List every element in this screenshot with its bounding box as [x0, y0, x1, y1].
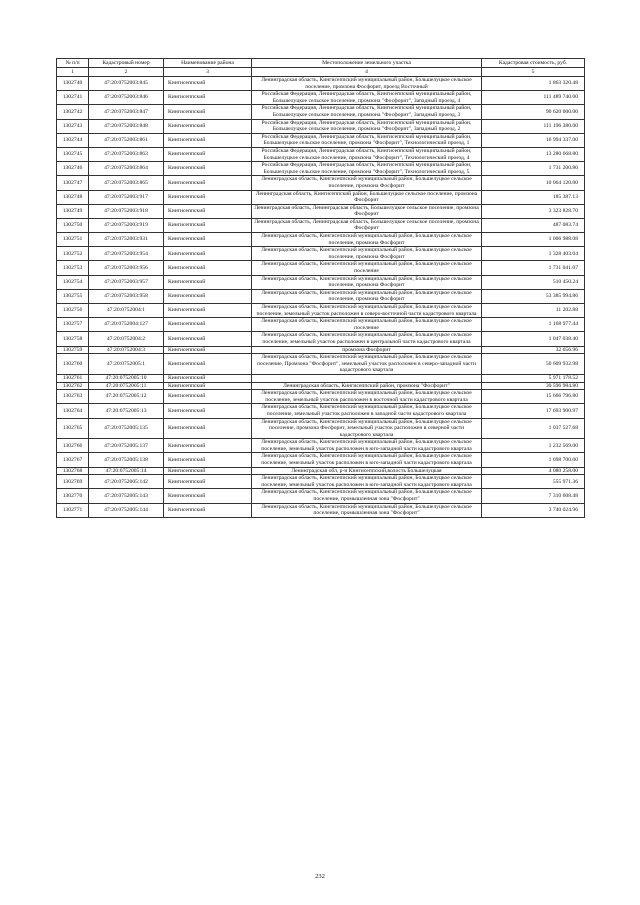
- location-cell: Российская Федерация, Ленинградская область, Кингисеппский муниципальный район, Большелуцкое сельское поселение, промзона "Фосфорит", Западный проезд, 4: [252, 91, 482, 105]
- column-number-cell: 4: [252, 68, 482, 77]
- cadastral-number-cell: 47:20:0752005:137: [89, 439, 164, 453]
- location-cell: Ленинградская область, Кингисеппский муниципальный район, Большелуцкое сельское поселение, промзона Фосфорит: [252, 247, 482, 261]
- cadastral-value-cell: 10 064 120.00: [482, 176, 585, 190]
- table-row: [57, 332, 585, 346]
- cadastral-value-cell: 1 731 041.07: [482, 261, 585, 275]
- cadastral-number-cell: 47:20:0752003:954: [89, 247, 164, 261]
- table-row: [57, 247, 585, 261]
- row-number-cell: 1302768: [57, 467, 89, 475]
- row-number-cell: 1302741: [57, 91, 89, 105]
- district-cell: Кингисеппский: [164, 489, 252, 503]
- district-cell: Кингисеппский: [164, 382, 252, 390]
- location-cell: Ленинградская область, Кингисеппский муниципальный район, Большелуцкое сельское поселение, промзона Фосфорит: [252, 233, 482, 247]
- location-cell: [252, 374, 482, 382]
- district-cell: Кингисеппский: [164, 346, 252, 354]
- district-cell: Кингисеппский: [164, 204, 252, 218]
- location-cell: Ленинградская область, Кингисеппский муниципальный район, Большелуцкое сельское поселение, промышленная зона "Фосфорит": [252, 489, 482, 503]
- cadastral-value-cell: 7 310 608.48: [482, 489, 585, 503]
- cadastral-number-cell: 47:20:0752003:931: [89, 233, 164, 247]
- cadastral-number-cell: 47:20:0752005:1: [89, 354, 164, 375]
- cadastral-value-cell: 3 740 024.96: [482, 503, 585, 517]
- table-row: [57, 275, 585, 289]
- row-number-cell: 1302753: [57, 261, 89, 275]
- location-cell: Ленинградская область, Кингисеппский муниципальный район, Большелуцкое сельское поселение, земельный участок расположен в северо-восточной части кадастрового квартала: [252, 304, 482, 318]
- cadastral-number-cell: 47:20:0752003:917: [89, 190, 164, 204]
- district-cell: Кингисеппский: [164, 91, 252, 105]
- cadastral-value-cell: 16 994 337.00: [482, 133, 585, 147]
- location-cell: Ленинградская область, Кингисеппский муниципальный район, Большелуцкое сельское поселение, земельный участок расположен в западной части кадастрового квартала: [252, 404, 482, 418]
- table-row: [57, 467, 585, 475]
- cadastral-value-cell: 1 047 038.40: [482, 332, 585, 346]
- row-number-cell: 1302750: [57, 218, 89, 232]
- cadastral-value-cell: 1 731 200.80: [482, 162, 585, 176]
- cadastral-number-cell: 47:20:0752003:861: [89, 133, 164, 147]
- row-number-cell: 1302771: [57, 503, 89, 517]
- location-cell: Ленинградская обл, р-н Кингисеппский,волость Большелуцкая: [252, 467, 482, 475]
- table-row: [57, 190, 585, 204]
- row-number-cell: 1302769: [57, 475, 89, 489]
- cadastral-value-cell: 13 280 668.80: [482, 147, 585, 161]
- cadastral-value-cell: 510 450.24: [482, 275, 585, 289]
- cadastral-number-cell: 47:20:0752003:958: [89, 289, 164, 303]
- location-cell: Ленинградская область, Кингисеппский муниципальный район, Большелуцкое сельское поселение, промзона Фосфорит, проезд Восточный: [252, 77, 482, 91]
- cadastral-value-cell: 53 385 994.86: [482, 289, 585, 303]
- row-number-cell: 1302744: [57, 133, 89, 147]
- cadastral-value-cell: 4 080 258.00: [482, 467, 585, 475]
- row-number-cell: 1302740: [57, 77, 89, 91]
- district-cell: Кингисеппский: [164, 390, 252, 404]
- table-row: [57, 147, 585, 161]
- cadastral-number-cell: 47:20:0752003:919: [89, 218, 164, 232]
- cadastral-number-cell: 47:20:0752005:143: [89, 489, 164, 503]
- cadastral-value-cell: 111 489 740.00: [482, 91, 585, 105]
- table-row: [57, 261, 585, 275]
- table-row: [57, 233, 585, 247]
- location-cell: Ленинградская область, Кингисеппский муниципальный район, Большелуцкое сельское поселение, земельный участок расположен в юго-западной части кадастрового квартала: [252, 439, 482, 453]
- cadastral-value-table: [56, 58, 585, 518]
- location-cell: Российская Федерация, Ленинградская область, Кингисеппский муниципальный район, Большелуцкое сельское поселение, промзона "Фосфорит", Западный проезд, 3: [252, 105, 482, 119]
- page-number: 232: [315, 873, 325, 880]
- table-row: [57, 133, 585, 147]
- cadastral-number-cell: 47:20:0752005:14: [89, 467, 164, 475]
- row-number-cell: 1302754: [57, 275, 89, 289]
- location-cell: Ленинградская область, Кингисеппский муниципальный район, Большелуцкое сельское поселение, земельный участок расположен в центральной части кадастрового квартала: [252, 332, 482, 346]
- row-number-cell: 1302742: [57, 105, 89, 119]
- row-number-cell: 1302751: [57, 233, 89, 247]
- district-cell: Кингисеппский: [164, 467, 252, 475]
- cadastral-number-cell: 47:20:0752005:13: [89, 404, 164, 418]
- district-cell: Кингисеппский: [164, 190, 252, 204]
- district-cell: Кингисеппский: [164, 77, 252, 91]
- table-row: [57, 404, 585, 418]
- cadastral-number-cell: 47:20:0752003:865: [89, 176, 164, 190]
- row-number-cell: 1302763: [57, 390, 89, 404]
- location-cell: Ленинградская область, Кингисеппский муниципальный район, Большелуцкое сельское поселение, промзона Фосфорит: [252, 176, 482, 190]
- location-cell: Российская Федерация, Ленинградская область, Кингисеппский муниципальный район, Большелуцкое сельское поселение, промзона "Фосфорит", Технологический проезд, 4: [252, 147, 482, 161]
- table-row: [57, 453, 585, 467]
- table-row: [57, 489, 585, 503]
- location-cell: Ленинградская область, Кингисеппский муниципальный район, Большелуцкое сельское поселение, промзона Фосфорит: [252, 275, 482, 289]
- district-cell: Кингисеппский: [164, 233, 252, 247]
- table-row: [57, 289, 585, 303]
- location-cell: Ленинградская область, Кингисеппский муниципальный район, Большелуцкое сельское поселение, промзона Фосфорит: [252, 289, 482, 303]
- cadastral-number-cell: 47:20:0752005:144: [89, 503, 164, 517]
- district-cell: Кингисеппский: [164, 332, 252, 346]
- cadastral-value-cell: 50 609 932.98: [482, 354, 585, 375]
- header-cell-number: № п/п: [57, 59, 89, 68]
- column-number-cell: 5: [482, 68, 585, 77]
- table-row: [57, 354, 585, 375]
- district-cell: Кингисеппский: [164, 176, 252, 190]
- cadastral-number-cell: 47:20:0752003:845: [89, 77, 164, 91]
- location-cell: Ленинградская область, Ленинградская область, Большелуцкое сельское поселение, промзона Фосфорит: [252, 204, 482, 218]
- table-row: [57, 503, 585, 517]
- district-cell: Кингисеппский: [164, 147, 252, 161]
- row-number-cell: 1302767: [57, 453, 89, 467]
- district-cell: Кингисеппский: [164, 418, 252, 439]
- row-number-cell: 1302745: [57, 147, 89, 161]
- cadastral-value-cell: 1 168 977.44: [482, 318, 585, 332]
- location-cell: Ленинградская область, Кингисеппский район, Большелуцкое сельское поселение, промзона Фосфорит: [252, 190, 482, 204]
- district-cell: Кингисеппский: [164, 105, 252, 119]
- row-number-cell: 1302761: [57, 374, 89, 382]
- cadastral-number-cell: 47:20:0752003:864: [89, 162, 164, 176]
- district-cell: Кингисеппский: [164, 453, 252, 467]
- row-number-cell: 1302758: [57, 332, 89, 346]
- location-cell: Российская Федерация, Ленинградская область, Кингисеппский муниципальный район, Большелуцкое сельское поселение, промзона "Фосфорит", Технологический проезд, 1: [252, 133, 482, 147]
- location-cell: Ленинградская область, Кингисеппский район, промзона "Фосфорит": [252, 382, 482, 390]
- district-cell: Кингисеппский: [164, 133, 252, 147]
- row-number-cell: 1302755: [57, 289, 89, 303]
- district-cell: Кингисеппский: [164, 247, 252, 261]
- cadastral-value-cell: 11 202.88: [482, 304, 585, 318]
- column-number-cell: 3: [164, 68, 252, 77]
- district-cell: Кингисеппский: [164, 162, 252, 176]
- row-number-cell: 1302764: [57, 404, 89, 418]
- location-cell: Ленинградская область, Кингисеппский муниципальный район, Большелуцкое сельское поселение, промзона Фосфорит, земельный участок расположен в северной части кадастрового квартала: [252, 418, 482, 439]
- column-number-cell: 1: [57, 68, 89, 77]
- header-cell-cadastral-number: Кадастровый номер: [89, 59, 164, 68]
- row-number-cell: 1302757: [57, 318, 89, 332]
- table-row: [57, 318, 585, 332]
- row-number-cell: 1302759: [57, 346, 89, 354]
- location-cell: Ленинградская область, Кингисеппский муниципальный район, Большелуцкое сельское поселение: [252, 318, 482, 332]
- table-row: [57, 418, 585, 439]
- table-row: [57, 77, 585, 91]
- row-number-cell: 1302746: [57, 162, 89, 176]
- cadastral-number-cell: 47:20:0752005:10: [89, 374, 164, 382]
- row-number-cell: 1302747: [57, 176, 89, 190]
- cadastral-number-cell: 47:20:0752003:848: [89, 119, 164, 133]
- cadastral-number-cell: 47:20:0752005:135: [89, 418, 164, 439]
- district-cell: Кингисеппский: [164, 475, 252, 489]
- cadastral-value-cell: 487 083.74: [482, 218, 585, 232]
- cadastral-value-cell: 3 323 828.70: [482, 204, 585, 218]
- location-cell: Ленинградская область, Кингисеппский муниципальный район, Большелуцкое сельское поселение: [252, 261, 482, 275]
- cadastral-value-cell: 1 006 988.08: [482, 233, 585, 247]
- district-cell: Кингисеппский: [164, 318, 252, 332]
- location-cell: Ленинградская область, Кингисеппский муниципальный район, Большелуцкое сельское поселение, земельный участок расположен в юго-западной части кадастрового квартала: [252, 453, 482, 467]
- cadastral-number-cell: 47:20:0752005:12: [89, 390, 164, 404]
- location-cell: Российская Федерация, Ленинградская область, Кингисеппский муниципальный район, Большелуцкое сельское поселение, промзона "Фосфорит", Технологический проезд, 5: [252, 162, 482, 176]
- cadastral-number-cell: 47:20:0752005:138: [89, 453, 164, 467]
- cadastral-value-cell: 5 971 178.52: [482, 374, 585, 382]
- cadastral-number-cell: 47:20:0752004:2: [89, 332, 164, 346]
- district-cell: Кингисеппский: [164, 304, 252, 318]
- location-cell: Ленинградская область, Кингисеппский муниципальный район, Большелуцкое сельское поселение, земельный участок расположен в восточной части кадастрового квартала: [252, 390, 482, 404]
- table-row: [57, 390, 585, 404]
- cadastral-value-cell: 555 971.36: [482, 475, 585, 489]
- cadastral-number-cell: 47:20:0752003:847: [89, 105, 164, 119]
- row-number-cell: 1302766: [57, 439, 89, 453]
- table-row: [57, 204, 585, 218]
- cadastral-value-cell: 1 232 569.00: [482, 439, 585, 453]
- column-number-cell: 2: [89, 68, 164, 77]
- cadastral-number-cell: 47:20:0752003:846: [89, 91, 164, 105]
- cadastral-number-cell: 47:20:0752003:956: [89, 261, 164, 275]
- cadastral-value-cell: 15 666 796.80: [482, 390, 585, 404]
- table-row: [57, 119, 585, 133]
- cadastral-value-cell: 185 387.13: [482, 190, 585, 204]
- table-body: [57, 77, 585, 518]
- table-row: [57, 382, 585, 390]
- location-cell: Ленинградская область, Кингисеппский муниципальный район, Большелуцкое сельское поселение, промышленная зона "Фосфорит": [252, 503, 482, 517]
- cadastral-number-cell: 47:20:0752005:11: [89, 382, 164, 390]
- cadastral-number-cell: 47:20:0752005:142: [89, 475, 164, 489]
- header-cell-district: Наименование района: [164, 59, 252, 68]
- row-number-cell: 1302762: [57, 382, 89, 390]
- row-number-cell: 1302770: [57, 489, 89, 503]
- row-number-cell: 1302749: [57, 204, 89, 218]
- table-row: [57, 374, 585, 382]
- row-number-cell: 1302752: [57, 247, 89, 261]
- cadastral-number-cell: 47:20:0752003:863: [89, 147, 164, 161]
- table-row: [57, 304, 585, 318]
- cadastral-value-cell: 17 693 900.97: [482, 404, 585, 418]
- location-cell: Ленинградская область, Кингисеппский муниципальный район, Большелуцкое сельское поселение, земельный участок расположен в юго-западной части кадастрового квартала: [252, 475, 482, 489]
- cadastral-value-cell: 30 596 984.80: [482, 382, 585, 390]
- cadastral-number-cell: 47:20:0752004:127: [89, 318, 164, 332]
- cadastral-value-cell: 32 656.96: [482, 346, 585, 354]
- table-row: [57, 218, 585, 232]
- location-cell: промзона Фосфорит: [252, 346, 482, 354]
- column-number-row: [57, 68, 585, 77]
- district-cell: Кингисеппский: [164, 374, 252, 382]
- row-number-cell: 1302748: [57, 190, 89, 204]
- cadastral-number-cell: 47:20:0752003:957: [89, 275, 164, 289]
- district-cell: Кингисеппский: [164, 354, 252, 375]
- district-cell: Кингисеппский: [164, 404, 252, 418]
- table-row: [57, 162, 585, 176]
- district-cell: Кингисеппский: [164, 439, 252, 453]
- cadastral-value-cell: 1 037 527.68: [482, 418, 585, 439]
- cadastral-value-cell: 1 863 320.48: [482, 77, 585, 91]
- district-cell: Кингисеппский: [164, 289, 252, 303]
- cadastral-value-cell: 111 196 380.00: [482, 119, 585, 133]
- row-number-cell: 1302760: [57, 354, 89, 375]
- district-cell: Кингисеппский: [164, 275, 252, 289]
- header-row: [57, 59, 585, 68]
- table-row: [57, 439, 585, 453]
- location-cell: Российская Федерация, Ленинградская область, Кингисеппский муниципальный район, Большелуцкое сельское поселение, промзона "Фосфорит", Западный проезд, 2: [252, 119, 482, 133]
- cadastral-value-cell: 1 698 700.00: [482, 453, 585, 467]
- row-number-cell: 1302756: [57, 304, 89, 318]
- table-row: [57, 105, 585, 119]
- district-cell: Кингисеппский: [164, 218, 252, 232]
- header-cell-value: Кадастровая стоимость, руб.: [482, 59, 585, 68]
- row-number-cell: 1302765: [57, 418, 89, 439]
- table-row: [57, 91, 585, 105]
- row-number-cell: 1302743: [57, 119, 89, 133]
- district-cell: Кингисеппский: [164, 503, 252, 517]
- header-cell-location: Местоположение земельного участка: [252, 59, 482, 68]
- location-cell: Ленинградская область, Ленинградская область, Большелуцкое сельское поселение, промзона Фосфорит: [252, 218, 482, 232]
- cadastral-number-cell: 47:20:0752003:918: [89, 204, 164, 218]
- table-row: [57, 475, 585, 489]
- location-cell: Ленинградская область, Кингисеппский муниципальный район, Большелуцкое сельское поселение, Промзона "Фосфорит", земельный участок расположен в северо-западной части кадастрового квартала: [252, 354, 482, 375]
- table-row: [57, 346, 585, 354]
- district-cell: Кингисеппский: [164, 261, 252, 275]
- cadastral-number-cell: 47:20:0752004:1: [89, 304, 164, 318]
- cadastral-value-cell: 1 328 403.04: [482, 247, 585, 261]
- cadastral-table-container: [56, 58, 584, 518]
- district-cell: Кингисеппский: [164, 119, 252, 133]
- table-row: [57, 176, 585, 190]
- cadastral-number-cell: 47:20:0752004:3: [89, 346, 164, 354]
- cadastral-value-cell: 90 620 000.00: [482, 105, 585, 119]
